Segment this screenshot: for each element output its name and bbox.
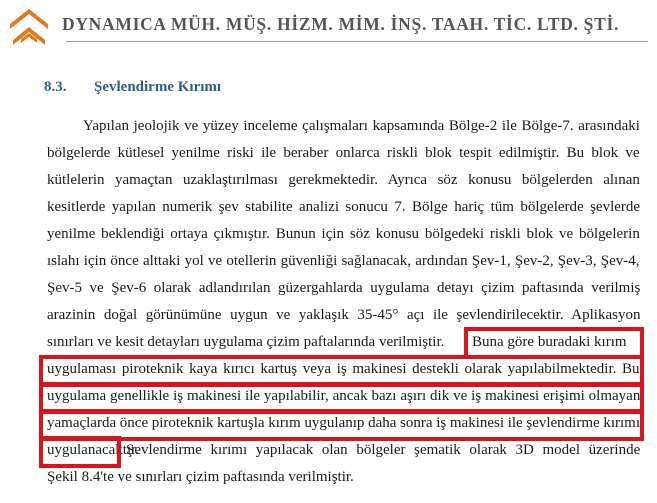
paragraph-line: uygulanacaktır. [47, 442, 140, 458]
paragraph-line: yamaçlarda önce piroteknik kartuşla kırım uygulanıp daha sonra iş makinesi ile şevlendirme kırımı [47, 415, 640, 431]
paragraph-line: yenilme beklendiği ortaya çıkmıştır. Bunun için söz konusu bölgedeki riskli blok ve bölgelerin [47, 226, 640, 242]
document-header [8, 6, 648, 46]
section-number: 8.3. [44, 79, 67, 95]
paragraph-line-continuation: Şevlendirme kırımı yapılacak olan bölgeler şematik olarak 3D model üzerinde [126, 442, 641, 458]
paragraph-line: uygulama genellikle iş makinesi ile yapılabilir, ancak bazı aşırı dik ve iş makinesi erişimi olmayan [47, 388, 641, 404]
paragraph-line: Şekil 8.4'te ve sınırları çizim paftasında verilmiştir. [47, 469, 354, 485]
company-name: DYNAMICA MÜH. MÜŞ. HİZM. MİM. İNŞ. TAAH. TİC. LTD. ŞTİ. [62, 14, 620, 34]
highlighted-sentence-start: Buna göre buradaki kırım [472, 334, 627, 350]
paragraph-line: bölgelerde kütlesel yenilme riski ile beraber onlarca riskli blok tespit edilmiştir. Bu blok ve [47, 145, 640, 161]
paragraph-line: kütlelerin yamaçtan uzaklaştırılması gerekmektedir. Ayrıca söz konusu bölgelerden alınan [47, 172, 640, 188]
paragraph-line: ıslahı için önce alttaki yol ve otellerin güvenliği sağlanacak, ardından Şev-1, Şev-2, Şev-3, Şev-4, [47, 253, 640, 269]
highlight-box [39, 409, 644, 441]
dynamica-chevron-logo-icon [8, 6, 50, 46]
section-heading [44, 79, 221, 96]
section-title: Şevlendirme Kırımı [94, 79, 222, 95]
header-divider [66, 41, 648, 42]
paragraph-line: Şev-5 ve Şev-6 olarak adlandırılan güzergahlarda uygulama detayı çizim paftasında verilmiş [47, 280, 641, 296]
paragraph-line: Yapılan jeolojik ve yüzey inceleme çalışmaları kapsamında Bölge-2 ile Bölge-7. arasındaki [83, 118, 640, 134]
paragraph-line: sınırları ve kesit detayları uygulama çizim paftalarında verilmiştir. [47, 334, 445, 350]
paragraph-line: uygulaması piroteknik kaya kırıcı kartuş veya iş makinesi destekli olarak yapılabilmektedir. Bu [47, 361, 640, 377]
highlight-box [39, 436, 121, 468]
paragraph-line: arazinin doğal görünümüne uygun ve yaklaşık 35-45° açı ile şevlendirilecektir. Aplikasyon [47, 307, 641, 323]
paragraph-line: kesitlerde yapılan numerik şev stabilite analizi sonucu 7. Bölge hariç tüm bölgelerde şevlerde [47, 199, 641, 215]
